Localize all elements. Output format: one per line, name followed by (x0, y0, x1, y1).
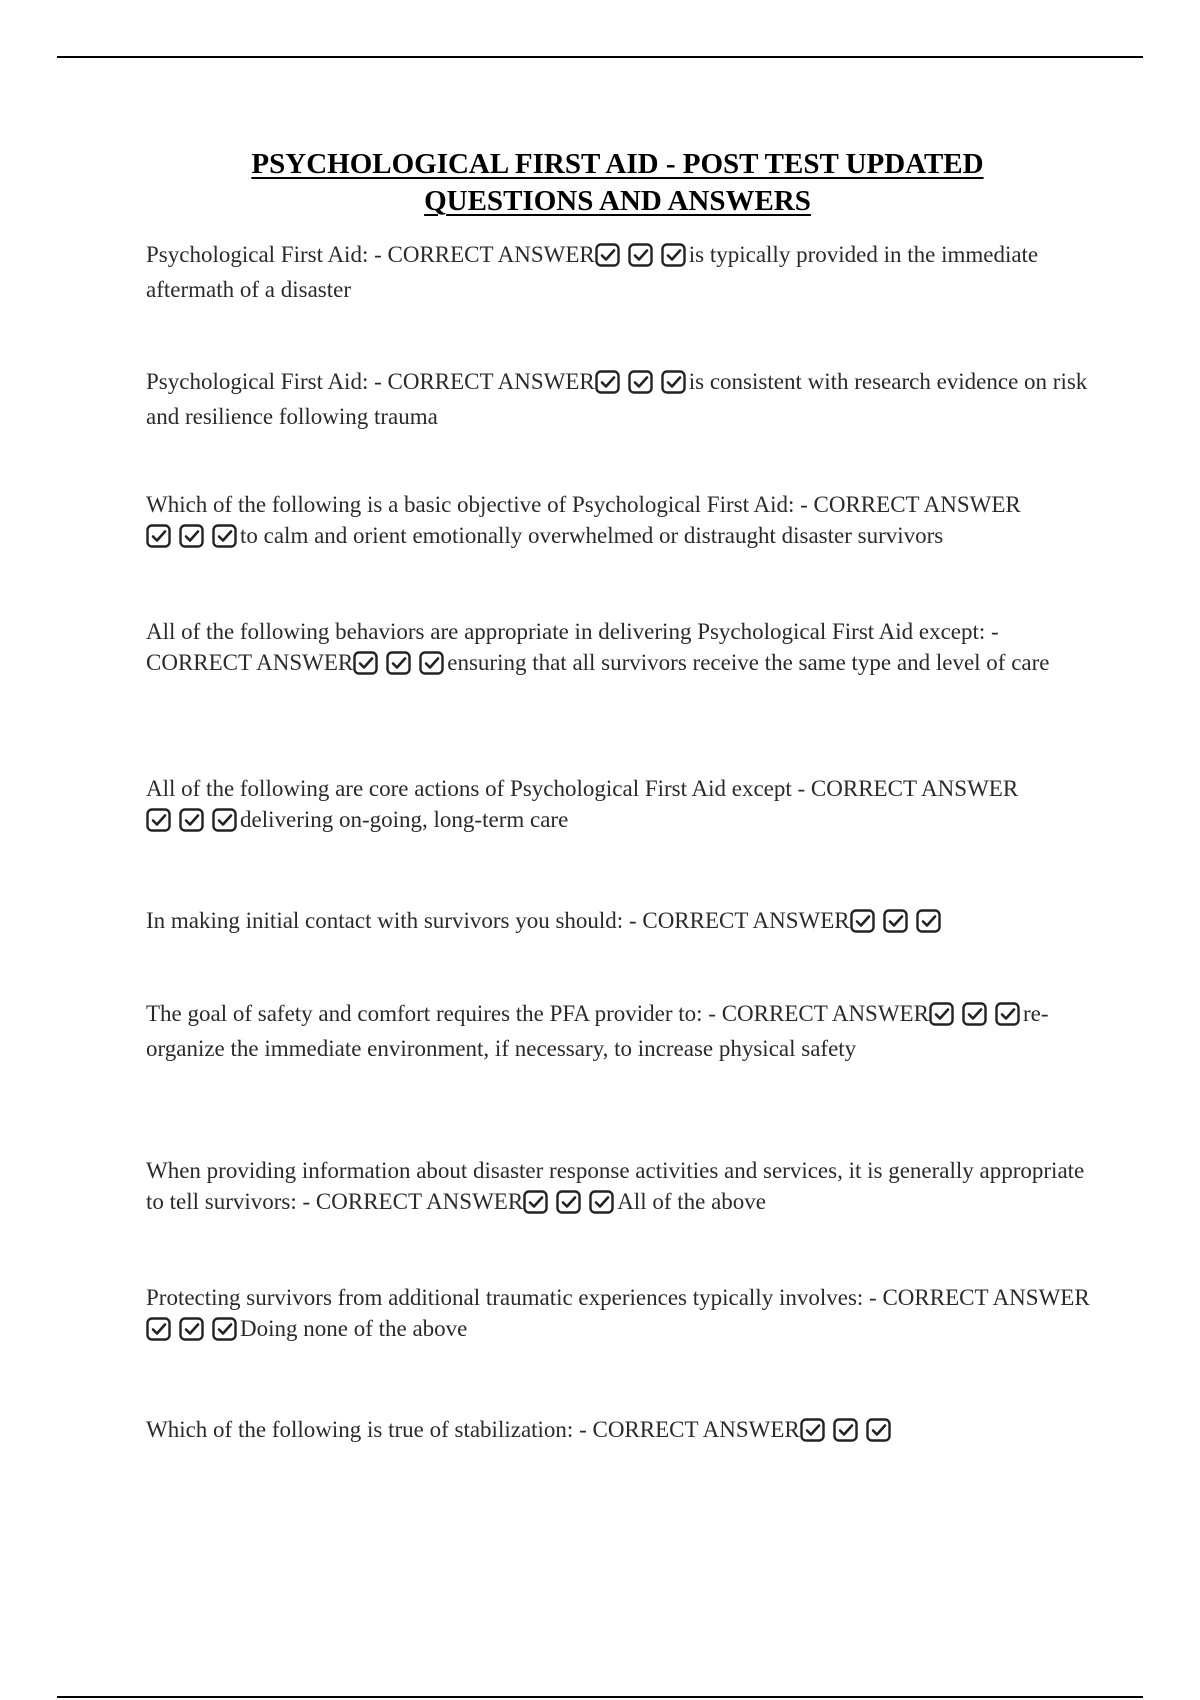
qa-item (146, 1282, 1106, 1348)
qa-item (146, 773, 1106, 839)
title-line-2: QUESTIONS AND ANSWERS (424, 185, 811, 217)
qa-item (146, 239, 1106, 305)
question-text: Which of the following is a basic objective of Psychological First Aid: - CORRECT ANSWER (146, 492, 1021, 517)
answer-text: is typically provided in the immediate aftermath of a disaster (146, 242, 1039, 302)
checkbox-checked-icon (146, 808, 172, 832)
bottom-rule (57, 1696, 1143, 1698)
correct-marker (595, 243, 687, 274)
checkbox-checked-icon (929, 1002, 955, 1026)
checkbox-checked-icon (628, 370, 654, 394)
correct-marker (146, 808, 238, 839)
qa-item (146, 366, 1106, 432)
checkbox-checked-icon (353, 651, 379, 675)
qa-item (146, 489, 1106, 555)
checkbox-checked-icon (850, 909, 876, 933)
question-text: When providing information about disaster response activities and services, it is generally appropriate to tell survivors: - CORRECT ANSWER (146, 1158, 1085, 1214)
answer-text: All of the above (617, 1189, 767, 1214)
checkbox-checked-icon (995, 1002, 1021, 1026)
checkbox-checked-icon (146, 1317, 172, 1341)
correct-marker (146, 1317, 238, 1348)
question-text: Protecting survivors from additional traumatic experiences typically involves: - CORRECT ANSWER (146, 1285, 1090, 1310)
answer-text: Doing none of the above (240, 1316, 468, 1341)
question-text: All of the following are core actions of Psychological First Aid except - CORRECT ANSWER (146, 776, 1019, 801)
checkbox-checked-icon (212, 808, 238, 832)
checkbox-checked-icon (212, 524, 238, 548)
question-text: The goal of safety and comfort requires the PFA provider to: - CORRECT ANSWER (146, 1001, 929, 1026)
checkbox-checked-icon (556, 1190, 582, 1214)
question-text: Psychological First Aid: - CORRECT ANSWER (146, 369, 595, 394)
correct-marker (146, 524, 238, 555)
answer-text: ensuring that all survivors receive the same type and level of care (447, 650, 1050, 675)
top-rule (57, 56, 1143, 58)
question-text: In making initial contact with survivors you should: - CORRECT ANSWER (146, 908, 850, 933)
checkbox-checked-icon (628, 243, 654, 267)
checkbox-checked-icon (962, 1002, 988, 1026)
answer-text: to calm and orient emotionally overwhelmed or distraught disaster survivors (240, 523, 944, 548)
qa-item (146, 998, 1106, 1064)
checkbox-checked-icon (179, 1317, 205, 1341)
title-line-1: PSYCHOLOGICAL FIRST AID - POST TEST UPDATED (251, 148, 984, 180)
checkbox-checked-icon (523, 1190, 549, 1214)
answer-text: re-organize the immediate environment, if necessary, to increase physical safety (146, 1001, 1049, 1061)
checkbox-checked-icon (661, 243, 687, 267)
correct-marker (850, 909, 942, 940)
answer-text: is consistent with research evidence on risk and resilience following trauma (146, 369, 1088, 429)
question-text: All of the following behaviors are appropriate in delivering Psychological First Aid except: - CORRECT ANSWER (146, 619, 999, 675)
checkbox-checked-icon (883, 909, 909, 933)
qa-item (146, 905, 1106, 940)
checkbox-checked-icon (386, 651, 412, 675)
checkbox-checked-icon (589, 1190, 615, 1214)
correct-marker (800, 1418, 892, 1449)
checkbox-checked-icon (179, 808, 205, 832)
document-title (100, 146, 1135, 220)
checkbox-checked-icon (866, 1418, 892, 1442)
checkbox-checked-icon (595, 370, 621, 394)
qa-item (146, 1155, 1106, 1221)
checkbox-checked-icon (800, 1418, 826, 1442)
checkbox-checked-icon (212, 1317, 238, 1341)
correct-marker (595, 370, 687, 401)
answer-text: delivering on-going, long-term care (240, 807, 569, 832)
qa-item (146, 616, 1106, 682)
correct-marker (523, 1190, 615, 1221)
checkbox-checked-icon (146, 524, 172, 548)
question-text: Psychological First Aid: - CORRECT ANSWER (146, 242, 595, 267)
correct-marker (929, 1002, 1021, 1033)
correct-marker (353, 651, 445, 682)
checkbox-checked-icon (179, 524, 205, 548)
qa-item (146, 1414, 1106, 1449)
checkbox-checked-icon (595, 243, 621, 267)
checkbox-checked-icon (916, 909, 942, 933)
checkbox-checked-icon (661, 370, 687, 394)
checkbox-checked-icon (833, 1418, 859, 1442)
question-text: Which of the following is true of stabilization: - CORRECT ANSWER (146, 1417, 800, 1442)
checkbox-checked-icon (419, 651, 445, 675)
